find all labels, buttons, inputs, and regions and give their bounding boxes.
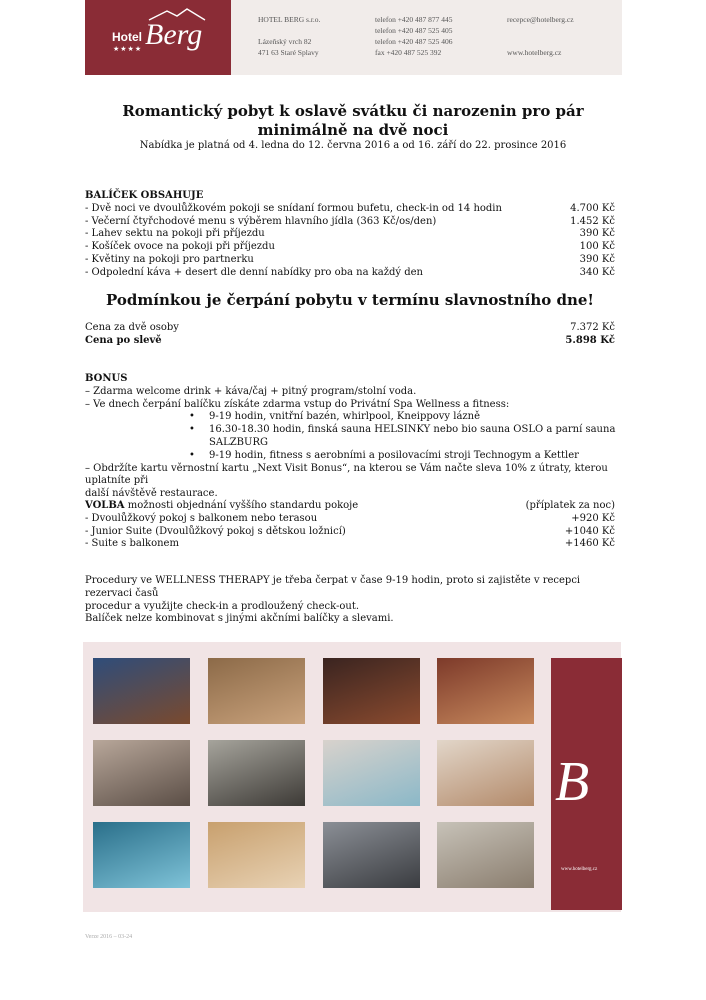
title-line-1: Romantický pobyt k oslavě svátku či narozenin pro pár — [122, 102, 584, 120]
letterhead — [85, 0, 622, 75]
package-item — [85, 254, 615, 267]
brand-web: www.hotelberg.cz — [561, 867, 598, 872]
bullet-icon: • — [189, 449, 195, 461]
package-item-price: 340 Kč — [579, 266, 615, 278]
upgrade-heading-rest: možnosti objednání vyššího standardu pokoje — [124, 500, 359, 511]
package-item-text: - Večerní čtyřchodové menu s výběrem hlavního jídla (363 Kč/os/den) — [85, 215, 437, 227]
bullet-icon: • — [189, 424, 195, 436]
package-item-price: 1.452 Kč — [570, 215, 615, 227]
fax: fax +420 487 525 392 — [375, 48, 442, 57]
title-line-2: minimálně na dvě noci — [257, 121, 449, 139]
gallery-photo — [93, 658, 190, 724]
version-footer: Verze 2016 – 03-24 — [85, 934, 133, 940]
price-label: Cena po slevě — [85, 334, 162, 346]
package-item-text: - Odpolední káva + desert dle denní nabídky pro oba na každý den — [85, 266, 423, 278]
email-link[interactable]: recepce@hotelberg.cz — [507, 15, 574, 24]
validity-note: Nabídka je platná od 4. ledna do 12. června 2016 a od 16. září do 22. prosince 2016 — [139, 140, 567, 151]
package-section — [85, 190, 615, 280]
upgrade-heading-bold: VOLBA — [85, 500, 125, 511]
note-line: Balíček nelze kombinovat s jinými akčními balíčky a slevami. — [85, 613, 394, 625]
bonus-bullet — [189, 450, 625, 463]
package-item-text: - Květiny na pokoji pro partnerku — [85, 253, 254, 265]
gallery-photo — [208, 740, 305, 806]
price-value: 7.372 Kč — [570, 322, 615, 333]
package-item — [85, 267, 615, 280]
address-line-1: Lázeňský vrch 82 — [258, 37, 312, 46]
gallery-photo — [323, 740, 420, 806]
package-item-price: 390 Kč — [579, 228, 615, 240]
photo-gallery — [83, 642, 621, 912]
logo-stars: ★★★★ — [113, 45, 143, 53]
package-item — [85, 241, 615, 254]
price-discount — [85, 335, 615, 348]
bonus-heading: BONUS — [85, 373, 128, 384]
bonus-section — [85, 373, 625, 501]
gallery-photo — [208, 822, 305, 888]
upgrade-item — [85, 526, 615, 539]
upgrade-item-text: - Suite s balkonem — [85, 538, 179, 550]
gallery-photo — [323, 822, 420, 888]
package-item-text: - Dvě noci ve dvoulůžkovém pokoji se snídaní formou bufetu, check-in od 14 hodin — [85, 202, 502, 214]
note-line: Procedury ve WELLNESS THERAPY je třeba čerpat v čase 9-19 hodin, proto si zajistěte v recepci rezervaci časů — [85, 575, 581, 599]
bullet-text: 16.30-18.30 hodin, finská sauna HELSINKY nebo bio sauna OSLO a parní sauna SALZBURG — [209, 424, 616, 448]
bullet-text: 9-19 hodin, fitness s aerobními a posilovacími stroji Technogym a Kettler — [209, 449, 579, 461]
price-label: Cena za dvě osoby — [85, 322, 179, 333]
bullet-text: 9-19 hodin, vnitřní bazén, whirlpool, Kneippovy lázně — [209, 411, 481, 423]
gallery-photo — [437, 740, 534, 806]
surcharge-note: (příplatek za noc) — [525, 500, 615, 511]
upgrade-item-price: +1040 Kč — [564, 525, 615, 537]
page-title — [100, 102, 606, 140]
upgrade-heading — [85, 500, 358, 513]
bonus-bullet — [189, 411, 625, 424]
package-item — [85, 228, 615, 241]
price-summary — [85, 322, 615, 348]
bonus-line: další návštěvě restaurace. — [85, 488, 218, 500]
gallery-photo — [323, 658, 420, 724]
contact-web — [507, 14, 574, 58]
upgrade-item-text: - Dvoulůžkový pokoj s balkonem nebo terasou — [85, 512, 318, 524]
package-heading: BALÍČEK OBSAHUJE — [85, 190, 204, 201]
package-item — [85, 203, 615, 216]
gallery-photo — [437, 658, 534, 724]
upgrade-item-text: - Junior Suite (Dvoulůžkový pokoj s dětskou ložnicí) — [85, 525, 346, 537]
gallery-photo — [93, 740, 190, 806]
phone-3: telefon +420 487 525 406 — [375, 37, 453, 46]
bonus-bullet — [189, 424, 625, 450]
brand-panel — [551, 658, 622, 910]
gallery-photo — [437, 822, 534, 888]
web-link[interactable]: www.hotelberg.cz — [507, 48, 562, 57]
bonus-line: – Zdarma welcome drink + káva/čaj + pitný program/stolní voda. — [85, 385, 417, 397]
company-name: HOTEL BERG s.r.o. — [258, 15, 321, 24]
gallery-photo — [93, 822, 190, 888]
package-item-price: 4.700 Kč — [570, 202, 615, 214]
logo-berg-text: Berg — [145, 18, 203, 51]
upgrade-item-price: +1460 Kč — [564, 538, 615, 550]
logo-hotel-text: Hotel — [112, 30, 142, 44]
condition-heading: Podmínkou je čerpání pobytu v termínu slavnostního dne! — [106, 291, 594, 309]
upgrade-item — [85, 538, 615, 551]
bonus-line: – Obdržíte kartu věrnostní kartu „Next Visit Bonus“, na kterou se Vám načte sleva 10% z útraty, kterou uplatníte při — [85, 462, 608, 487]
upgrade-item — [85, 513, 615, 526]
package-item-text: - Košíček ovoce na pokoji při příjezdu — [85, 241, 275, 253]
price-value: 5.898 Kč — [565, 334, 615, 346]
address-line-2: 471 63 Staré Splavy — [258, 48, 319, 57]
gallery-photo — [208, 658, 305, 724]
package-item-price: 100 Kč — [579, 241, 615, 253]
phone-1: telefon +420 487 877 445 — [375, 15, 453, 24]
price-two-persons — [85, 322, 615, 335]
note-line: procedur a využijte check-in a prodloužený check-out. — [85, 600, 360, 612]
bullet-icon: • — [189, 411, 195, 423]
package-item-price: 390 Kč — [579, 253, 615, 265]
company-address — [258, 14, 320, 58]
phone-2: telefon +420 487 525 405 — [375, 26, 453, 35]
phone-list — [375, 14, 453, 58]
notes-section — [85, 575, 625, 626]
hotel-logo — [85, 0, 231, 75]
brand-letter: B — [555, 751, 590, 813]
package-item — [85, 216, 615, 229]
package-item-text: - Lahev sektu na pokoji při příjezdu — [85, 228, 265, 240]
upgrade-item-price: +920 Kč — [571, 512, 615, 524]
bonus-line: – Ve dnech čerpání balíčku získáte zdarma vstup do Privátní Spa Wellness a fitness: — [85, 398, 510, 410]
upgrade-heading-row — [85, 500, 615, 513]
upgrade-section — [85, 500, 615, 551]
